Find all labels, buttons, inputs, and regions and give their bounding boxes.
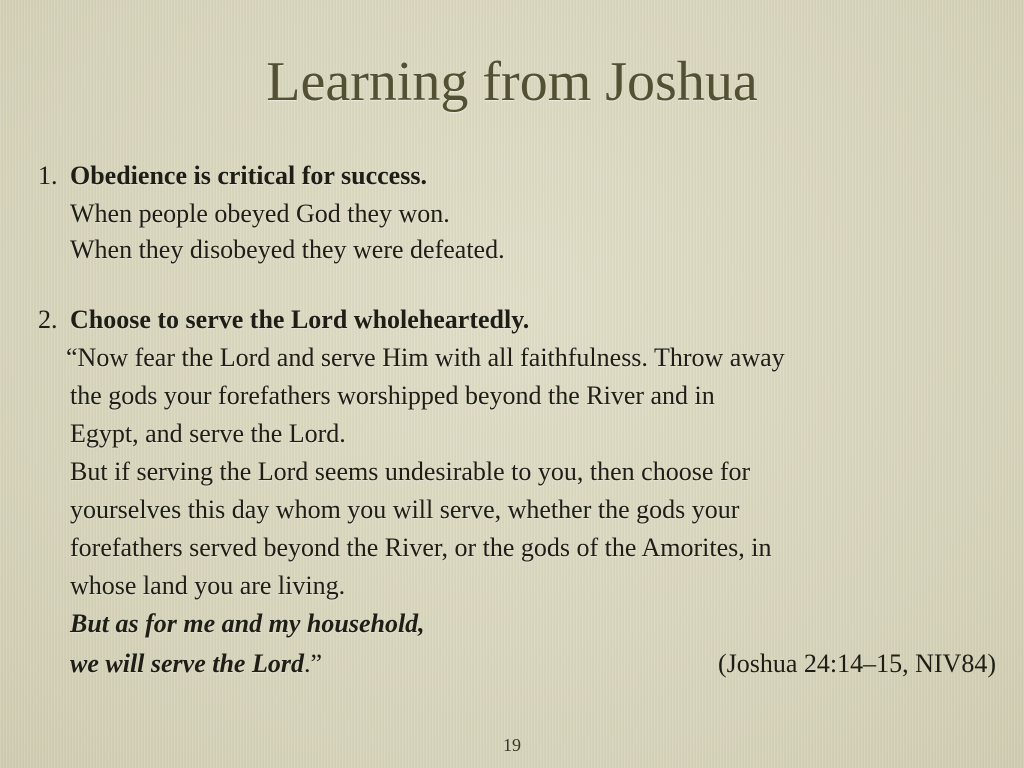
emphasis-text: we will serve the Lord — [70, 649, 304, 678]
scripture-reference: (Joshua 24:14–15, NIV84) — [717, 649, 996, 678]
emphasis-line-2 — [70, 646, 322, 682]
slide-title: Learning from Joshua — [266, 51, 758, 113]
point-2-heading: Choose to serve the Lord wholeheartedly. — [70, 305, 530, 334]
quote-line-5: yourselves this day whom you will serve, whether the gods your — [70, 495, 740, 524]
point-1-heading: Obedience is critical for success. — [70, 161, 427, 190]
quote-line-7: whose land you are living. — [70, 571, 346, 600]
quote-line-4: But if serving the Lord seems undesirable to you, then choose for — [70, 457, 751, 486]
quote-line-6: forefathers served beyond the River, or the gods of the Amorites, in — [70, 533, 772, 562]
quote-line-1: “Now fear the Lord and serve Him with all faithfulness. Throw away — [66, 343, 785, 372]
point-2-number: 2. — [38, 305, 58, 334]
point-1-line-1: When people obeyed God they won. — [70, 199, 450, 228]
point-1-number: 1. — [38, 161, 58, 190]
quote-line-2: the gods your forefathers worshipped beyond the River and in — [70, 381, 715, 410]
page-number: 19 — [503, 735, 521, 755]
quote-line-3: Egypt, and serve the Lord. — [70, 419, 346, 448]
point-1-line-2: When they disobeyed they were defeated. — [70, 235, 505, 264]
closing-quote: .” — [303, 649, 323, 678]
emphasis-line-1: But as for me and my household, — [70, 609, 425, 638]
